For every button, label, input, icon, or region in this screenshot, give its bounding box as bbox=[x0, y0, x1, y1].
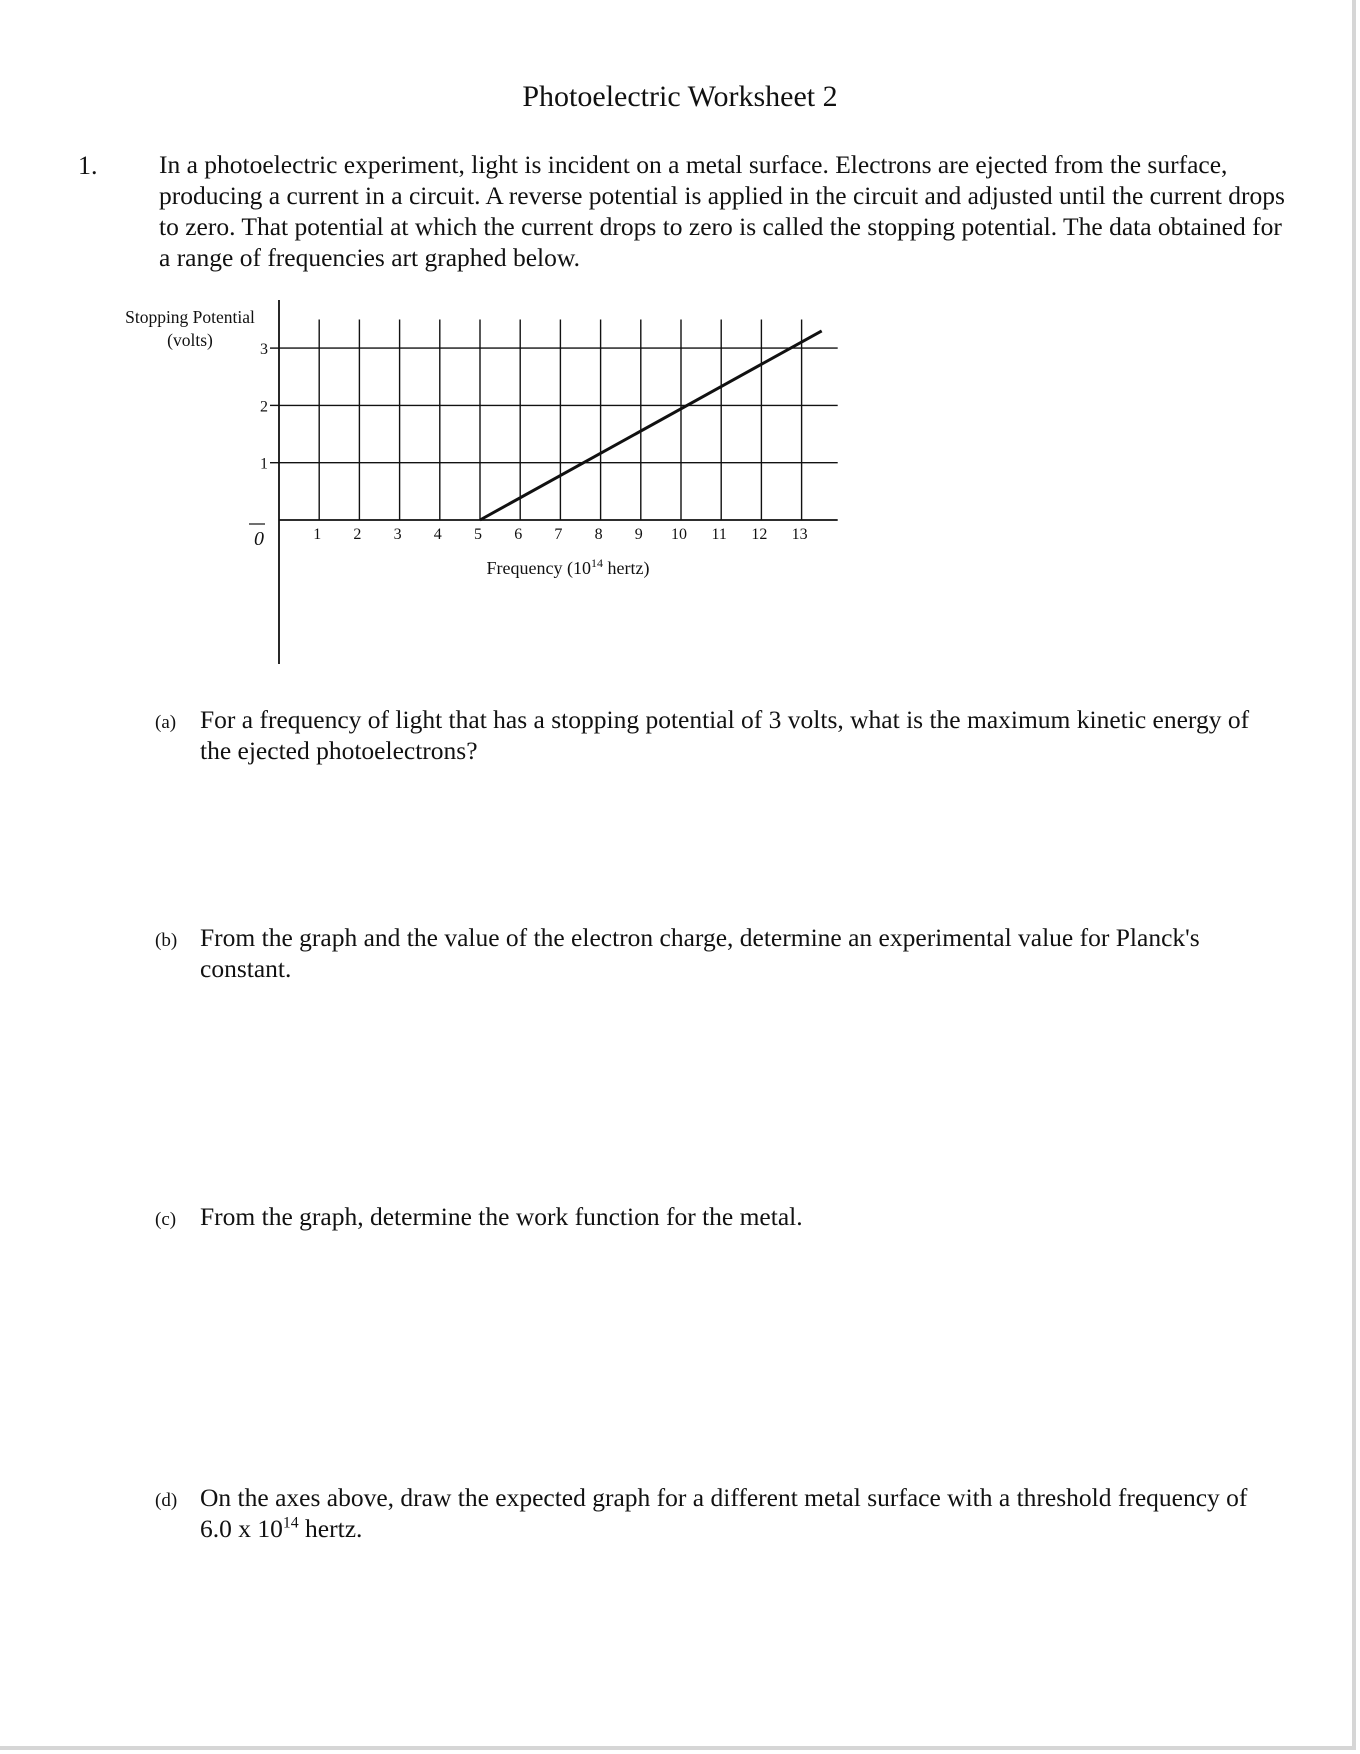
x-tick-label-9: 9 bbox=[634, 526, 643, 543]
part-d-text-before: On the axes above, draw the expected graph for a different metal surface with a threshold frequency of 6.0 x 10 bbox=[200, 1483, 1248, 1543]
x-tick-label-13: 13 bbox=[791, 526, 808, 543]
part-d-text-after: hertz. bbox=[298, 1514, 363, 1543]
part-a-label: (a) bbox=[155, 712, 177, 733]
x-axis-label bbox=[487, 556, 650, 579]
y-tick-label-3: 3 bbox=[260, 341, 268, 359]
part-b-text: From the graph and the value of the electron charge, determine an experimental value for Planck's constant. bbox=[200, 923, 1200, 983]
x-tick-label-4: 4 bbox=[433, 526, 442, 543]
grid-lines bbox=[279, 319, 838, 520]
tick-labels bbox=[249, 341, 808, 550]
y-axis-label-line1: Stopping Potential bbox=[125, 307, 255, 327]
part-d bbox=[155, 1482, 1265, 1544]
x-tick-label-1: 1 bbox=[313, 526, 322, 543]
question-number: 1. bbox=[78, 151, 98, 180]
x-tick-label-2: 2 bbox=[353, 526, 362, 543]
part-d-exponent: 14 bbox=[282, 1514, 299, 1532]
x-tick-label-7: 7 bbox=[554, 526, 563, 543]
x-tick-label-6: 6 bbox=[514, 526, 523, 543]
part-a-text: For a frequency of light that has a stopping potential of 3 volts, what is the maximum kinetic energy of the ejected photoelectrons? bbox=[200, 705, 1250, 765]
part-d-label: (d) bbox=[155, 1490, 178, 1511]
series-line-0 bbox=[480, 331, 822, 520]
data-series bbox=[480, 331, 822, 520]
x-tick-label-8: 8 bbox=[594, 526, 603, 543]
y-axis-label-line2: (volts) bbox=[167, 330, 213, 350]
part-b bbox=[155, 922, 1265, 984]
part-a bbox=[155, 704, 1265, 766]
part-b-label: (b) bbox=[155, 930, 178, 951]
part-c-text: From the graph, determine the work function for the metal. bbox=[200, 1202, 803, 1231]
origin-label: 0 bbox=[254, 528, 264, 550]
question-intro: In a photoelectric experiment, light is incident on a metal surface. Electrons are ejected from the surface, producing a current in a circuit. A reverse potential is applied in the circuit and adjusted until the current drops to zero. That potential at which the current drops to zero is called the stopping potential. The data obtained for a range of frequencies art graphed below. bbox=[159, 150, 1285, 272]
x-tick-label-12: 12 bbox=[751, 526, 768, 543]
x-axis-label-exponent: 14 bbox=[591, 556, 603, 570]
page-title: Photoelectric Worksheet 2 bbox=[522, 80, 838, 113]
part-d-text bbox=[200, 1482, 1265, 1544]
x-axis-label-main: Frequency (10 bbox=[486, 558, 591, 578]
x-tick-label-3: 3 bbox=[393, 526, 402, 543]
y-tick-label-1: 1 bbox=[260, 455, 268, 473]
axes bbox=[270, 300, 838, 664]
part-c-label: (c) bbox=[155, 1209, 177, 1230]
x-tick-label-11: 11 bbox=[711, 526, 727, 543]
stopping-potential-graph bbox=[0, 0, 1360, 680]
x-tick-label-10: 10 bbox=[671, 526, 687, 543]
y-tick-label-2: 2 bbox=[260, 398, 268, 416]
x-tick-label-5: 5 bbox=[474, 526, 482, 543]
x-axis-label-unit: hertz) bbox=[603, 558, 650, 578]
part-c bbox=[155, 1201, 1265, 1232]
